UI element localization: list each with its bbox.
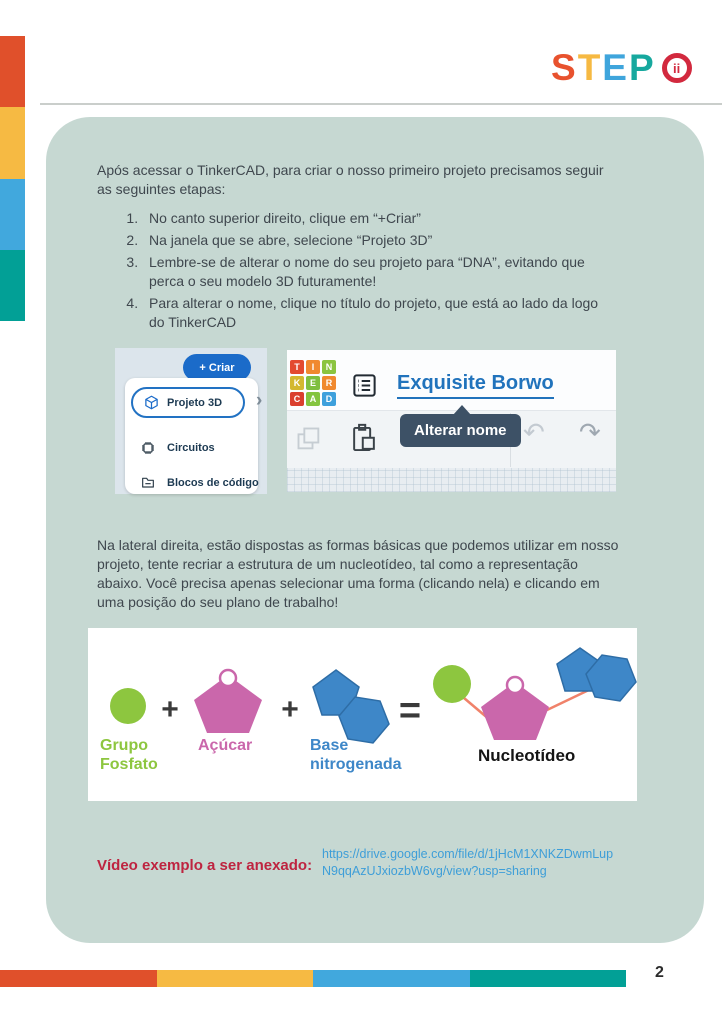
undo-icon: ↶ [523,417,545,447]
label-phosphate-line1: Grupo [100,737,148,754]
step-item-4: 4. Para alterar o nome, clique no título do projeto, que está ao lado da logo do TinkerCAD [142,294,612,332]
project-title: Exquisite Borwo [397,372,554,399]
tinkercad-tile-1: I [306,360,320,374]
label-base-line1: Base [310,737,349,754]
create-button: + Criar [183,354,251,381]
logo-letter-t: T [577,47,603,88]
menu-item-projeto-3d [131,387,245,418]
phosphate-circle [110,688,146,724]
logo-letter-s: S [551,47,578,88]
step-item-1: 1. No canto superior direito, clique em “+Criar” [142,209,612,228]
menu-item-blocos [140,475,259,491]
copy-icon [295,425,323,453]
result-sugar-knob [507,677,523,693]
tinkercad-tile-6: C [290,392,304,406]
logo-badge-text: ii [673,60,681,76]
screenshot-rename [287,350,616,492]
paste-icon [349,423,379,455]
cube-icon [144,395,159,410]
left-color-stripe [0,36,25,321]
menu-label-circuitos: Circuitos [167,442,215,454]
workplane [287,468,616,492]
tinkercad-tile-5: R [322,376,336,390]
footer-segment-orange [0,970,157,987]
label-phosphate-line2: Fosfato [100,756,158,773]
equals-sign: = [398,690,422,732]
header-divider [40,103,722,105]
stripe-segment-orange [0,36,25,107]
stripe-segment-blue [0,179,25,250]
steps-list [122,209,612,335]
video-label: Vídeo exemplo a ser anexado: [97,857,313,874]
tinkercad-tile-4: E [306,376,320,390]
sugar-knob [220,670,236,686]
menu-label-projeto-3d: Projeto 3D [167,396,223,409]
plus-sign-2: + [281,693,299,726]
tooltip-arrow [453,405,471,415]
menu-item-circuitos [140,440,215,456]
label-nucleotide: Nucleotídeo [478,746,576,765]
nucleotide-diagram-svg [88,628,637,801]
footer-segment-yellow [157,970,314,987]
list-menu-icon [351,372,378,399]
create-dropdown [125,378,258,494]
content-panel [46,117,704,943]
tinkercad-tile-7: A [306,392,320,406]
video-link-line2[interactable]: N9qqAzUJxiozbW6vg/view?usp=sharing [322,864,547,878]
stripe-segment-teal [0,250,25,321]
sidebar-paragraph: Na lateral direita, estão dispostas as formas básicas que podemos utilizar em nosso projeto, tente recriar a estrutura de um nucleotídeo, tal como a representação abaixo. Você precisa apenas selecionar uma forma (clicando nela) e clicando em uma posição do seu plano de trabalho! [97,537,619,610]
code-blocks-icon [140,475,156,491]
chevron-right-icon: › [256,390,263,411]
tinkercad-tile-3: K [290,376,304,390]
tinkercad-logo [290,360,336,406]
plus-sign-1: + [161,693,179,726]
stripe-segment-yellow [0,107,25,178]
video-link-line1[interactable]: https://drive.google.com/file/d/1jHcM1XNKZDwmLup [322,847,614,861]
page-number: 2 [655,964,664,981]
tinkercad-tile-8: D [322,392,336,406]
menu-label-blocos: Blocos de código [167,477,259,489]
footer-color-bar [0,970,626,987]
logo-letter-e: E [602,47,629,88]
logo-letter-p: P [628,47,656,88]
video-drive-link[interactable] [322,846,613,880]
tinkercad-tile-2: N [322,360,336,374]
nucleotide-diagram [88,628,637,801]
footer-segment-teal [470,970,627,987]
redo-icon: ↷ [579,417,601,447]
tooltip-text: Alterar nome [414,422,507,439]
footer-segment-blue [313,970,470,987]
label-sugar: Açúcar [198,737,253,754]
label-base-line2: nitrogenada [310,756,402,773]
chip-icon [140,440,156,456]
tinkercad-tile-0: T [290,360,304,374]
intro-paragraph: Após acessar o TinkerCAD, para criar o nosso primeiro projeto precisamos seguir as seguintes etapas: [97,162,604,197]
step-logo [551,46,692,90]
result-phosphate-circle [433,665,471,703]
logo-badge-icon [662,53,692,83]
rename-tooltip [400,414,521,447]
step-item-2: 2. Na janela que se abre, selecione “Projeto 3D” [142,231,612,250]
step-item-3: 3. Lembre-se de alterar o nome do seu projeto para “DNA”, evitando que perca o seu modelo 3D futuramente! [142,253,612,291]
screenshot-create-menu [115,348,267,494]
